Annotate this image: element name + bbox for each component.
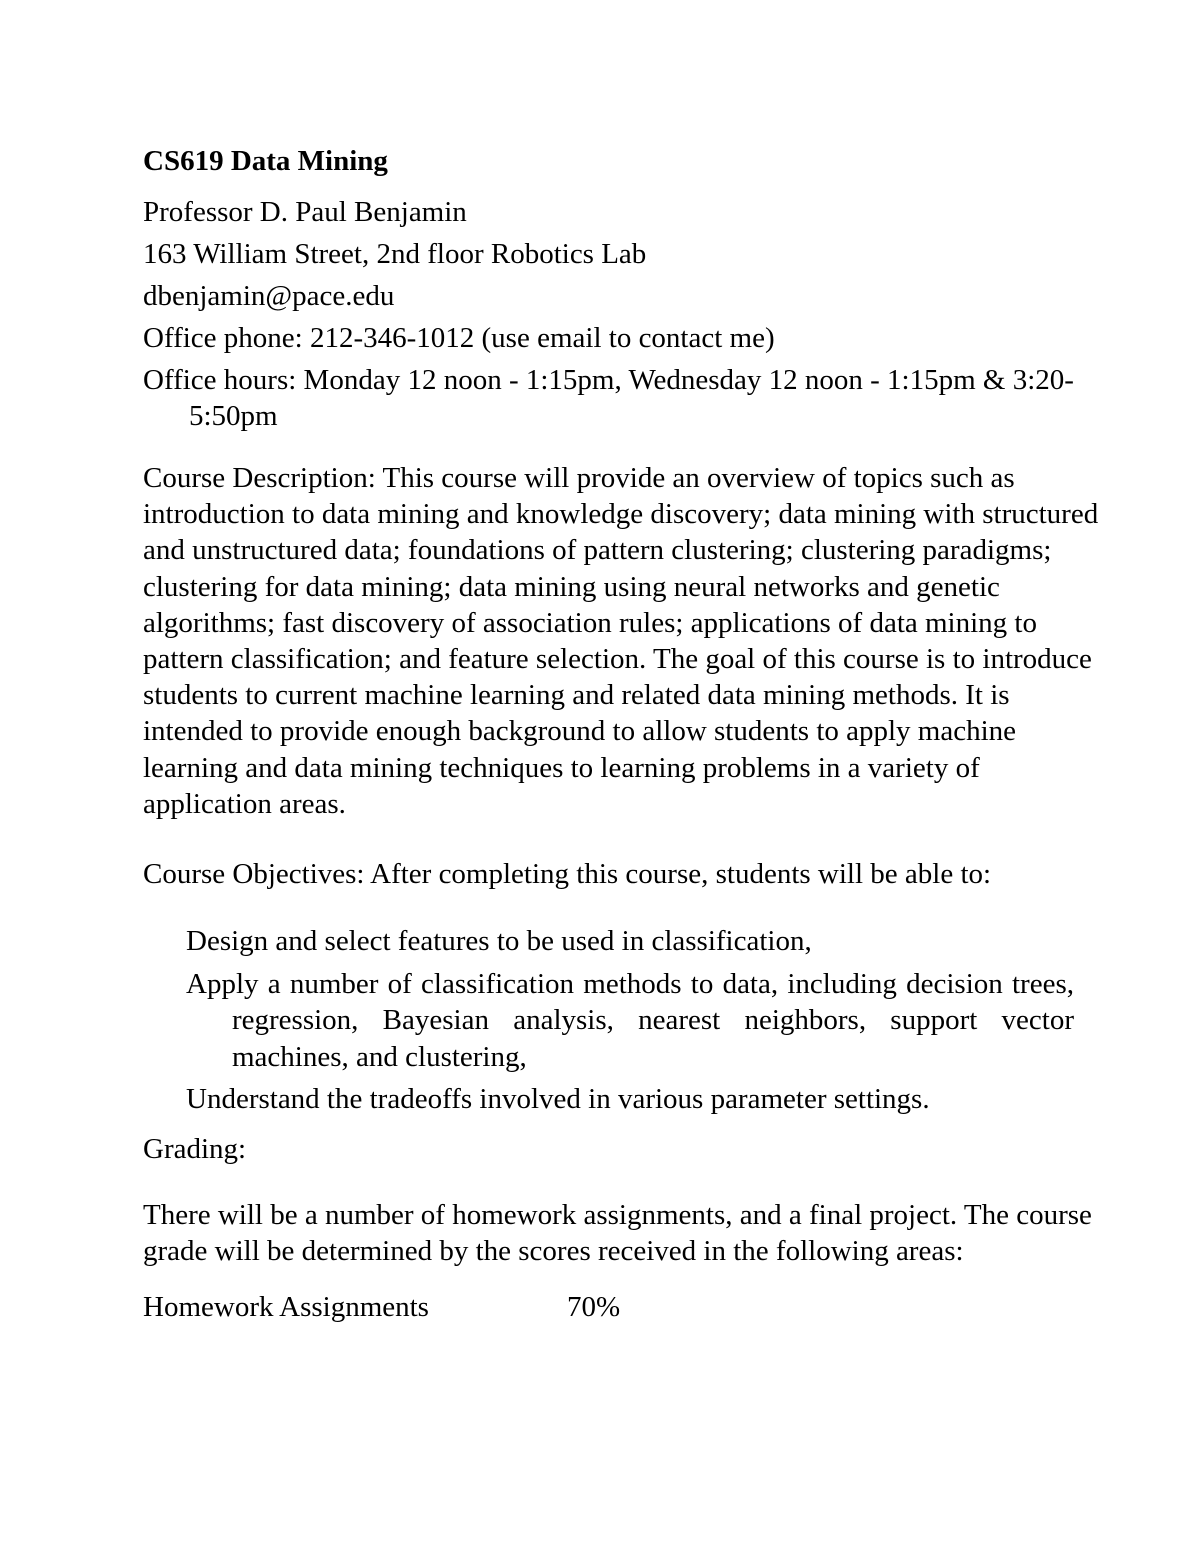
- objective-item: Apply a number of classification methods to data, including decision trees, regression, Bayesian analysis, nearest neighbors, support vector machines, and clustering,: [186, 967, 1074, 1073]
- professor-name: Professor D. Paul Benjamin: [143, 196, 467, 228]
- grade-row-value: 70%: [567, 1290, 621, 1323]
- objective-item: Understand the tradeoffs involved in various parameter settings.: [186, 1083, 930, 1116]
- office-address: 163 William Street, 2nd floor Robotics Lab: [143, 238, 647, 270]
- objective-item: Design and select features to be used in classification,: [186, 925, 812, 958]
- course-title: CS619 Data Mining: [143, 145, 388, 177]
- grading-description: There will be a number of homework assignments, and a final project. The course grade will be determined by the scores received in the following areas:: [143, 1198, 1092, 1267]
- objectives-list: [143, 923, 1074, 1118]
- grade-row: [143, 1289, 1103, 1325]
- syllabus-page: [143, 140, 1103, 1325]
- contact-block: [143, 194, 1103, 434]
- course-description: Course Description: This course will provide an overview of topics such as introduction to data mining and knowledge discovery; data mining with structured and unstructured data; foundations of pattern clustering; clustering paradigms; clustering for data mining; data mining using neural networks and genetic algorithms; fast discovery of association rules; applications of data mining to pattern classification; and feature selection. The goal of this course is to introduce students to current machine learning and related data mining methods. It is intended to provide enough background to allow students to apply machine learning and data mining techniques to learning problems in a variety of application areas.: [143, 462, 1099, 820]
- grade-row-label: Homework Assignments: [143, 1290, 429, 1323]
- office-hours: Office hours: Monday 12 noon - 1:15pm, Wednesday 12 noon - 1:15pm & 3:20-5:50pm: [143, 364, 1074, 432]
- office-phone: Office phone: 212-346-1012 (use email to contact me): [143, 322, 775, 354]
- objectives-heading: Course Objectives: After completing this course, students will be able to:: [143, 858, 992, 891]
- grading-heading: Grading:: [143, 1132, 247, 1165]
- email-address: dbenjamin@pace.edu: [143, 280, 395, 312]
